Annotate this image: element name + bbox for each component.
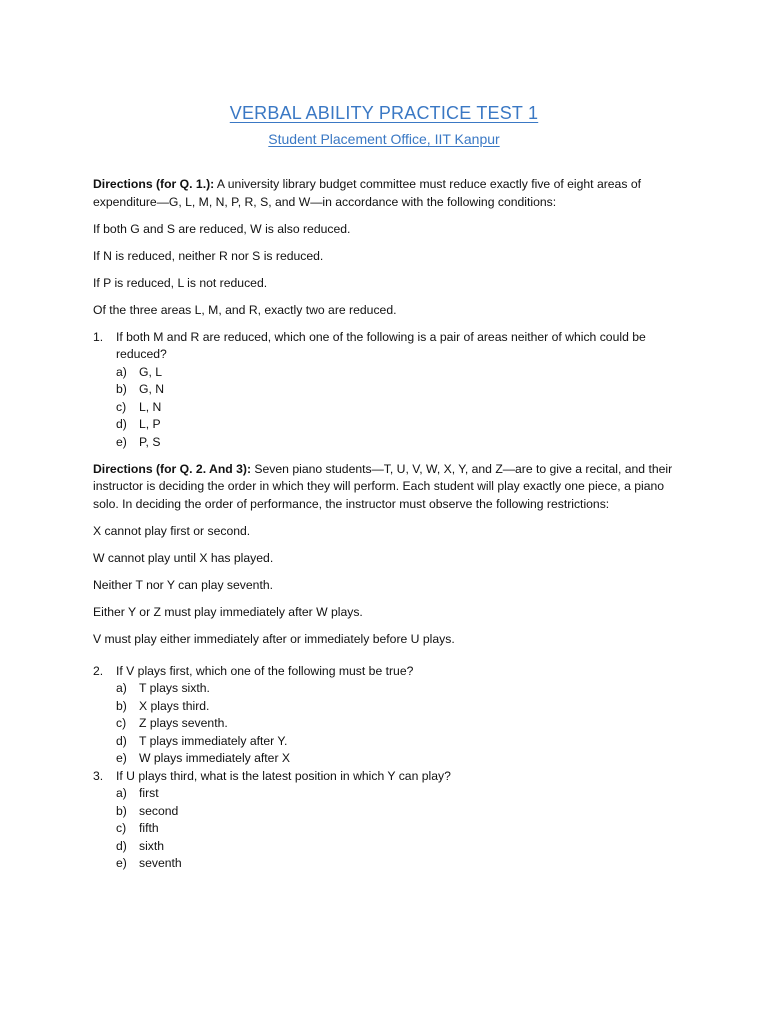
option-letter: a) — [116, 364, 127, 379]
question-number: 3. — [93, 768, 104, 783]
option-item — [116, 750, 683, 768]
condition: V must play either immediately after or immediately before U plays. — [93, 631, 455, 646]
directions-text: Seven piano students—T, U, V, W, X, Y, and Z—are to give a recital, and their instructor is deciding the order in which they will perform. Each student will play exactly one piece, a piano solo. In deciding the order of performance, the instructor must observe the following restrictions: — [93, 461, 673, 511]
options-list — [116, 680, 683, 768]
condition: Neither T nor Y can play seventh. — [93, 577, 273, 592]
option-item — [116, 364, 683, 382]
directions-label: Directions (for Q. 1.): — [93, 177, 215, 191]
page-title: VERBAL ABILITY PRACTICE TEST 1 — [229, 103, 539, 123]
option-item — [116, 680, 683, 698]
question-3 — [93, 768, 683, 786]
option-item — [116, 820, 683, 838]
option-item — [116, 416, 683, 434]
option-text: T plays immediately after Y. — [139, 733, 288, 748]
option-text: T plays sixth. — [139, 681, 210, 695]
option-letter: e) — [116, 434, 127, 449]
option-text: X plays third. — [139, 698, 210, 713]
question-number: 2. — [93, 663, 104, 678]
option-letter: b) — [116, 803, 127, 818]
condition: Either Y or Z must play immediately after W plays. — [93, 604, 363, 619]
option-text: Z plays seventh. — [139, 716, 228, 730]
question-2 — [93, 663, 683, 681]
option-letter: a) — [116, 786, 127, 800]
condition: X cannot play first or second. — [93, 523, 251, 538]
option-letter: d) — [116, 733, 127, 748]
option-letter: c) — [116, 399, 127, 414]
option-text: L, P — [139, 417, 161, 431]
option-item — [116, 733, 683, 751]
option-item — [116, 855, 683, 873]
options-list — [116, 364, 683, 452]
option-letter: a) — [116, 681, 127, 695]
option-text: W plays immediately after X — [139, 751, 291, 765]
option-item — [116, 381, 683, 399]
condition: Of the three areas L, M, and R, exactly two are reduced. — [93, 302, 397, 317]
options-list — [116, 785, 683, 873]
option-letter: b) — [116, 698, 127, 713]
option-text: sixth — [139, 838, 165, 853]
option-text: L, N — [139, 399, 162, 414]
directions-q1 — [93, 176, 683, 211]
option-letter: e) — [116, 856, 127, 870]
option-letter: c) — [116, 821, 127, 835]
condition: If both G and S are reduced, W is also reduced. — [93, 221, 351, 236]
option-letter: c) — [116, 716, 127, 730]
option-item — [116, 838, 683, 856]
page-subtitle: Student Placement Office, IIT Kanpur — [268, 131, 500, 147]
option-text: P, S — [139, 434, 161, 449]
question-1 — [93, 329, 683, 364]
condition: If P is reduced, L is not reduced. — [93, 275, 268, 290]
option-item — [116, 785, 683, 803]
option-item — [116, 434, 683, 452]
directions-label: Directions (for Q. 2. And 3): — [93, 461, 251, 476]
condition: If N is reduced, neither R nor S is reduced. — [93, 248, 324, 263]
question-number: 1. — [93, 329, 104, 344]
option-letter: b) — [116, 382, 127, 396]
question-text: If U plays third, what is the latest position in which Y can play? — [116, 768, 451, 783]
option-item — [116, 715, 683, 733]
option-text: seventh — [139, 856, 182, 870]
condition: W cannot play until X has played. — [93, 550, 274, 565]
option-text: G, N — [139, 382, 165, 396]
option-item — [116, 698, 683, 716]
option-item — [116, 803, 683, 821]
document-body — [93, 176, 683, 873]
question-text: If both M and R are reduced, which one of the following is a pair of areas neither of which could be reduced? — [116, 329, 646, 361]
question-text: If V plays first, which one of the following must be true? — [116, 663, 414, 678]
option-text: G, L — [139, 364, 163, 379]
option-letter: d) — [116, 417, 127, 431]
option-text: second — [139, 803, 179, 818]
option-text: first — [139, 786, 159, 800]
option-text: fifth — [139, 821, 159, 835]
option-letter: d) — [116, 838, 127, 853]
option-item — [116, 399, 683, 417]
option-letter: e) — [116, 751, 127, 765]
directions-text: A university library budget committee must reduce exactly five of eight areas of expenditure—G, L, M, N, P, R, S, and W—in accordance with the following conditions: — [93, 177, 641, 209]
directions-q2-q3 — [93, 461, 683, 514]
